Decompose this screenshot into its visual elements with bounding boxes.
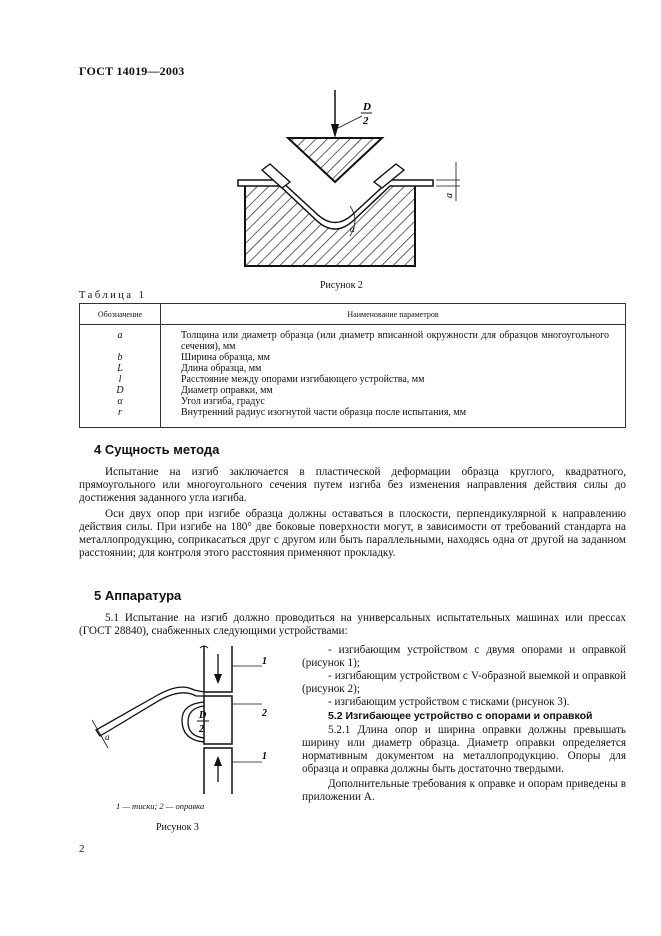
device-list (302, 644, 626, 804)
list-item: - изгибающим устройством с тисками (рисунок 3). (328, 696, 570, 709)
figure-2-caption: Рисунок 2 (320, 280, 363, 291)
table-row: α Угол изгиба, градус (80, 396, 626, 407)
parameters-table (79, 303, 626, 428)
section-5-title: 5 Аппаратура (94, 588, 182, 603)
figure-2-drawing (210, 86, 470, 271)
section-4-title: 4 Сущность метода (94, 442, 220, 457)
fig2-a-label: a (444, 193, 455, 198)
fig2-d-label: D (363, 101, 371, 113)
page-number: 2 (79, 843, 85, 855)
col-desc-header: Наименование параметров (161, 304, 626, 325)
table-row: D Диаметр оправки, мм (80, 385, 626, 396)
fig3-d-label: D (199, 710, 207, 721)
fig3-label-1-bottom: 1 (262, 751, 267, 762)
section-4-para-1: Испытание на изгиб заключается в пластической деформации образца круглого, квадратного, прямоугольного или многоугольного сечения путем изгиба без изменения направления действия силы до достижения заданного угла изгиба. (79, 466, 626, 505)
fig2-alpha-label: α (350, 224, 355, 234)
table-1-title: Таблица 1 (79, 290, 147, 301)
table-row: l Расстояние между опорами изгибающего устройства, мм (80, 374, 626, 385)
section-4-para-2: Оси двух опор при изгибе образца должны оставаться в плоскости, перпендикулярной к направлению действия силы. При изгибе на 180° две боковые поверхности могут, в зависимости от требований стандарта на металлопродукцию, соприкасаться друг с другом или быть параллельными, находясь одна от другой на заданном расстоянии; для контроля этого расстояния применяют прокладку. (79, 508, 626, 560)
section-5-1-para: 5.1 Испытание на изгиб должно проводиться на универсальных испытательных машинах или прессах (ГОСТ 28840), снабженных следующими устройствами: (79, 612, 626, 638)
col-symbol-header: Обозначение (80, 304, 161, 325)
table-row: r Внутренний радиус изогнутой части образца после испытания, мм (80, 407, 626, 428)
figure-3-legend: 1 — тиски; 2 — оправка (116, 801, 205, 811)
fig3-label-1-top: 1 (262, 656, 267, 667)
list-item: - изгибающим устройством с V-образной выемкой и оправкой (рисунок 2); (302, 670, 626, 696)
additional-requirements-para: Дополнительные требования к оправке и опорам приведены в приложении А. (302, 777, 626, 804)
list-item: - изгибающим устройством с двумя опорами и оправкой (рисунок 1); (302, 644, 626, 670)
table-row: b Ширина образца, мм (80, 352, 626, 363)
figure-3-drawing (92, 644, 292, 794)
fig2-2-label: 2 (363, 115, 369, 127)
table-row: a Толщина или диаметр образца (или диаметр вписанной окружности для образцов многоугольного сечения), мм (80, 325, 626, 353)
subsection-5-2-title: 5.2 Изгибающее устройство с опорами и оправкой (328, 710, 593, 723)
fig3-2-label: 2 (199, 724, 204, 735)
fig3-label-2: 2 (262, 708, 267, 719)
fig3-a-label: a (105, 732, 110, 742)
table-row: L Длина образца, мм (80, 363, 626, 374)
figure-3-caption: Рисунок 3 (156, 822, 199, 833)
subsection-5-2-1-para: 5.2.1 Длина опор и ширина оправки должны превышать ширину или диаметр образца. Диаметр оправки определяется нормативным документом на металлопродукцию. Опоры для образца и оправка должны быть достаточно твердыми. (302, 723, 626, 775)
document-code: ГОСТ 14019—2003 (79, 64, 185, 78)
